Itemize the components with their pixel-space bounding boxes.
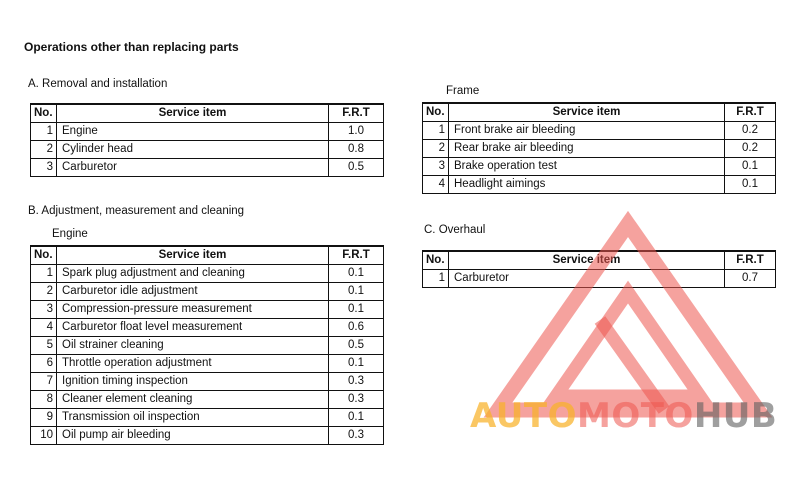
table-row (423, 176, 776, 194)
row-number: 3 (423, 158, 449, 176)
table-header-row (423, 103, 776, 122)
row-frt: 0.7 (725, 270, 776, 288)
service-item-header: Service item (57, 246, 329, 265)
adjustment-table (30, 245, 384, 445)
watermark-wordmark (470, 396, 777, 436)
row-service-item: Front brake air bleeding (449, 122, 725, 140)
row-number: 2 (423, 140, 449, 158)
row-frt: 0.1 (329, 265, 384, 283)
no-header: No. (423, 251, 449, 270)
row-number: 8 (31, 391, 57, 409)
row-frt: 0.3 (329, 391, 384, 409)
table-row (423, 140, 776, 158)
row-service-item: Rear brake air bleeding (449, 140, 725, 158)
row-number: 1 (31, 265, 57, 283)
row-frt: 0.1 (329, 409, 384, 427)
watermark-hub: HUB (693, 396, 778, 436)
row-number: 9 (31, 409, 57, 427)
row-number: 1 (31, 123, 57, 141)
row-frt: 0.1 (329, 355, 384, 373)
table-row (423, 158, 776, 176)
row-number: 1 (423, 270, 449, 288)
removal-installation-table (30, 103, 384, 177)
table-row (31, 283, 384, 301)
watermark-auto: AUTO (470, 396, 577, 436)
row-service-item: Carburetor (57, 159, 329, 177)
no-header: No. (31, 104, 57, 123)
no-header: No. (31, 246, 57, 265)
row-service-item: Engine (57, 123, 329, 141)
row-number: 3 (31, 159, 57, 177)
row-service-item: Headlight aimings (449, 176, 725, 194)
row-service-item: Carburetor (449, 270, 725, 288)
row-frt: 0.1 (725, 158, 776, 176)
row-frt: 1.0 (329, 123, 384, 141)
page-title: Operations other than replacing parts (24, 40, 239, 54)
row-service-item: Oil strainer cleaning (57, 337, 329, 355)
frt-header: F.R.T (329, 104, 384, 123)
row-service-item: Cleaner element cleaning (57, 391, 329, 409)
row-frt: 0.5 (329, 159, 384, 177)
table-row (31, 373, 384, 391)
frt-header: F.R.T (725, 103, 776, 122)
table-row (31, 319, 384, 337)
row-number: 4 (423, 176, 449, 194)
row-service-item: Spark plug adjustment and cleaning (57, 265, 329, 283)
row-frt: 0.8 (329, 141, 384, 159)
table-header-row (31, 104, 384, 123)
table-header-row (423, 251, 776, 270)
row-frt: 0.1 (329, 301, 384, 319)
frt-header: F.R.T (329, 246, 384, 265)
row-service-item: Carburetor idle adjustment (57, 283, 329, 301)
row-number: 4 (31, 319, 57, 337)
row-frt: 0.2 (725, 140, 776, 158)
table-header-row (31, 246, 384, 265)
row-frt: 0.6 (329, 319, 384, 337)
row-number: 2 (31, 283, 57, 301)
table-row (31, 391, 384, 409)
row-number: 6 (31, 355, 57, 373)
row-number: 2 (31, 141, 57, 159)
section-b-subheading: Engine (52, 228, 88, 240)
table-row (423, 122, 776, 140)
table-row (31, 159, 384, 177)
row-service-item: Ignition timing inspection (57, 373, 329, 391)
no-header: No. (423, 103, 449, 122)
row-service-item: Transmission oil inspection (57, 409, 329, 427)
service-item-header: Service item (57, 104, 329, 123)
table-row (31, 409, 384, 427)
row-number: 3 (31, 301, 57, 319)
row-frt: 0.3 (329, 427, 384, 445)
row-service-item: Throttle operation adjustment (57, 355, 329, 373)
frame-heading: Frame (446, 85, 480, 97)
row-service-item: Carburetor float level measurement (57, 319, 329, 337)
row-service-item: Cylinder head (57, 141, 329, 159)
section-b-heading: B. Adjustment, measurement and cleaning (28, 205, 245, 217)
row-number: 5 (31, 337, 57, 355)
frame-table (422, 102, 776, 194)
row-number: 10 (31, 427, 57, 445)
overhaul-table (422, 250, 776, 288)
table-row (31, 123, 384, 141)
table-row (423, 270, 776, 288)
row-service-item: Oil pump air bleeding (57, 427, 329, 445)
section-c-heading: C. Overhaul (424, 224, 486, 236)
service-item-header: Service item (449, 251, 725, 270)
watermark-moto: MOTO (576, 396, 694, 436)
row-frt: 0.2 (725, 122, 776, 140)
row-service-item: Compression-pressure measurement (57, 301, 329, 319)
row-frt: 0.5 (329, 337, 384, 355)
row-frt: 0.1 (329, 283, 384, 301)
section-a-heading: A. Removal and installation (28, 78, 168, 90)
row-service-item: Brake operation test (449, 158, 725, 176)
service-item-header: Service item (449, 103, 725, 122)
table-row (31, 301, 384, 319)
row-frt: 0.3 (329, 373, 384, 391)
table-row (31, 427, 384, 445)
row-number: 1 (423, 122, 449, 140)
table-row (31, 337, 384, 355)
table-row (31, 355, 384, 373)
frt-header: F.R.T (725, 251, 776, 270)
row-number: 7 (31, 373, 57, 391)
table-row (31, 265, 384, 283)
table-row (31, 141, 384, 159)
row-frt: 0.1 (725, 176, 776, 194)
